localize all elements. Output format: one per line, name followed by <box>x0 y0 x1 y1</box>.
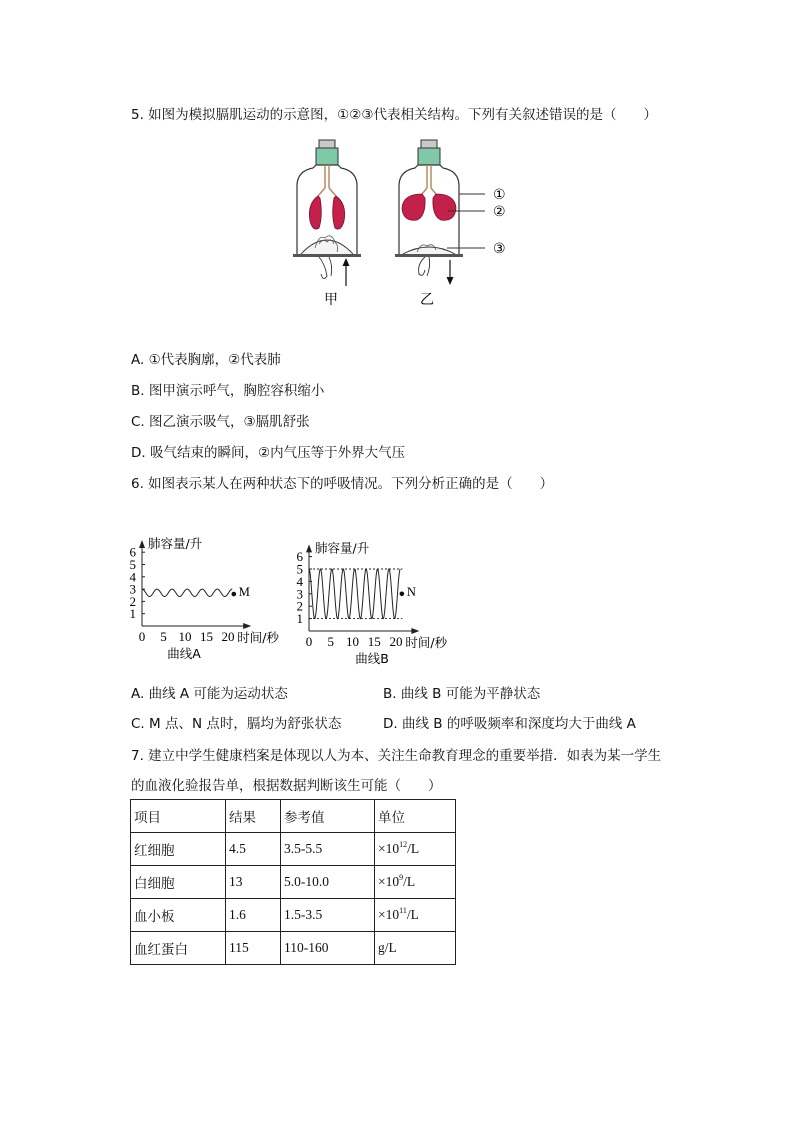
x-tick-label: 20 <box>221 629 235 644</box>
cell-unit: $\times 10^{12}/L$ <box>375 833 456 866</box>
cell-item: 红细胞 <box>131 833 226 866</box>
right-lung-yi-left <box>402 194 425 220</box>
breathing-curve <box>142 589 232 596</box>
q6-option-d: D. 曲线 B 的呼吸频率和深度均大于曲线 A <box>383 716 636 732</box>
x-tick-label: 5 <box>327 634 334 649</box>
y-tick-label: 2 <box>129 593 136 609</box>
marker-3: ③ <box>493 241 506 257</box>
point-label: M <box>238 585 250 600</box>
x-tick-label: 0 <box>138 629 146 644</box>
x-tick-label: 15 <box>367 634 381 649</box>
chart-curve-b <box>288 534 463 670</box>
header-result: 结果 <box>226 800 281 833</box>
cell-item: 血小板 <box>131 899 226 932</box>
table-row <box>131 932 456 965</box>
y-axis-label: 肺容量/升 <box>148 536 203 552</box>
bell-jar-jia <box>293 140 361 286</box>
y-tick-label: 1 <box>296 611 303 627</box>
cell-reference: 5.0-10.0 <box>281 866 375 899</box>
y-tick-label: 2 <box>296 598 303 614</box>
q6-option-b: B. 曲线 B 可能为平静状态 <box>383 686 541 702</box>
x-tick-label: 0 <box>305 634 313 649</box>
q5-option-a: A. ①代表胸廓，②代表肺 <box>131 352 281 368</box>
x-axis-arrow <box>243 623 251 629</box>
diaphragm-model-figure <box>285 136 525 314</box>
breathing-curve <box>309 569 400 619</box>
q5-option-c: C. 图乙演示吸气，③膈肌舒张 <box>131 414 310 430</box>
left-lung-jia-left <box>309 196 321 229</box>
figure-label-yi: 乙 <box>420 292 434 308</box>
cell-unit: g/L <box>375 932 456 965</box>
right-lung-yi-right <box>433 194 456 220</box>
y-tick-label: 6 <box>296 549 303 565</box>
q6-option-a: A. 曲线 A 可能为运动状态 <box>131 686 288 702</box>
marker-2: ② <box>493 204 506 220</box>
header-unit: 单位 <box>375 800 456 833</box>
y-tick-label: 3 <box>129 581 136 597</box>
x-axis-label: 时间/秒 <box>237 630 279 645</box>
point-label: N <box>406 584 416 599</box>
x-tick-label: 20 <box>389 634 403 649</box>
x-tick-label: 5 <box>160 629 167 644</box>
curve-end-point <box>232 592 237 597</box>
cell-item: 血红蛋白 <box>131 932 226 965</box>
table-row <box>131 899 456 932</box>
curve-end-point <box>400 592 405 597</box>
blood-test-table <box>130 799 456 965</box>
x-axis-arrow <box>411 628 419 634</box>
cell-unit: $\times 10^{11}/L$ <box>375 899 456 932</box>
x-tick-label: 15 <box>200 629 213 644</box>
cell-result: 13 <box>226 866 281 899</box>
cell-result: 4.5 <box>226 833 281 866</box>
question-5-stem: 5. 如图为模拟膈肌运动的示意图，①②③代表相关结构。下列有关叙述错误的是（ ） <box>131 107 657 123</box>
y-tick-label: 1 <box>129 606 136 622</box>
y-tick-label: 6 <box>129 544 136 560</box>
cell-reference: 110-160 <box>281 932 375 965</box>
question-7-stem-line1: 7. 建立中学生健康档案是体现以人为本、关注生命教育理念的重要举措．如表为某一学生 <box>131 748 662 764</box>
cell-reference: 1.5-3.5 <box>281 899 375 932</box>
cell-result: 1.6 <box>226 899 281 932</box>
table-row <box>131 833 456 866</box>
cell-reference: 3.5-5.5 <box>281 833 375 866</box>
figure-label-jia: 甲 <box>324 292 338 308</box>
question-7-stem-line2: 的血液化验报告单，根据数据判断该生可能（ ） <box>131 778 442 794</box>
chart-caption: 曲线A <box>167 646 201 661</box>
marker-1: ① <box>493 187 506 203</box>
q5-option-b: B. 图甲演示呼气，胸腔容积缩小 <box>131 383 325 399</box>
chart-curve-a <box>122 530 297 670</box>
y-tick-label: 4 <box>296 573 303 589</box>
y-axis-arrow <box>139 540 145 548</box>
header-reference: 参考值 <box>281 800 375 833</box>
x-tick-label: 10 <box>178 629 192 644</box>
left-lung-jia-right <box>333 196 345 229</box>
bell-jar-yi <box>395 140 485 285</box>
chart-caption: 曲线B <box>355 651 389 666</box>
question-6-stem: 6. 如图表示某人在两种状态下的呼吸情况。下列分析正确的是（ ） <box>131 476 554 492</box>
x-tick-label: 10 <box>346 634 359 649</box>
y-tick-label: 5 <box>296 561 303 577</box>
y-axis-label: 肺容量/升 <box>315 540 370 556</box>
header-item: 项目 <box>131 800 226 833</box>
y-axis-arrow <box>306 544 312 552</box>
cell-result: 115 <box>226 932 281 965</box>
y-tick-label: 5 <box>129 557 136 572</box>
table-header-row <box>131 800 456 833</box>
x-axis-label: 时间/秒 <box>405 635 448 650</box>
q6-option-c: C. M 点、N 点时，膈均为舒张状态 <box>131 716 342 732</box>
cell-item: 白细胞 <box>131 866 226 899</box>
y-tick-label: 4 <box>129 569 136 585</box>
cell-unit: $\times 10^9/L$ <box>375 866 456 899</box>
table-row <box>131 866 456 899</box>
y-tick-label: 3 <box>296 586 303 602</box>
q5-option-d: D. 吸气结束的瞬间，②内气压等于外界大气压 <box>131 445 406 461</box>
